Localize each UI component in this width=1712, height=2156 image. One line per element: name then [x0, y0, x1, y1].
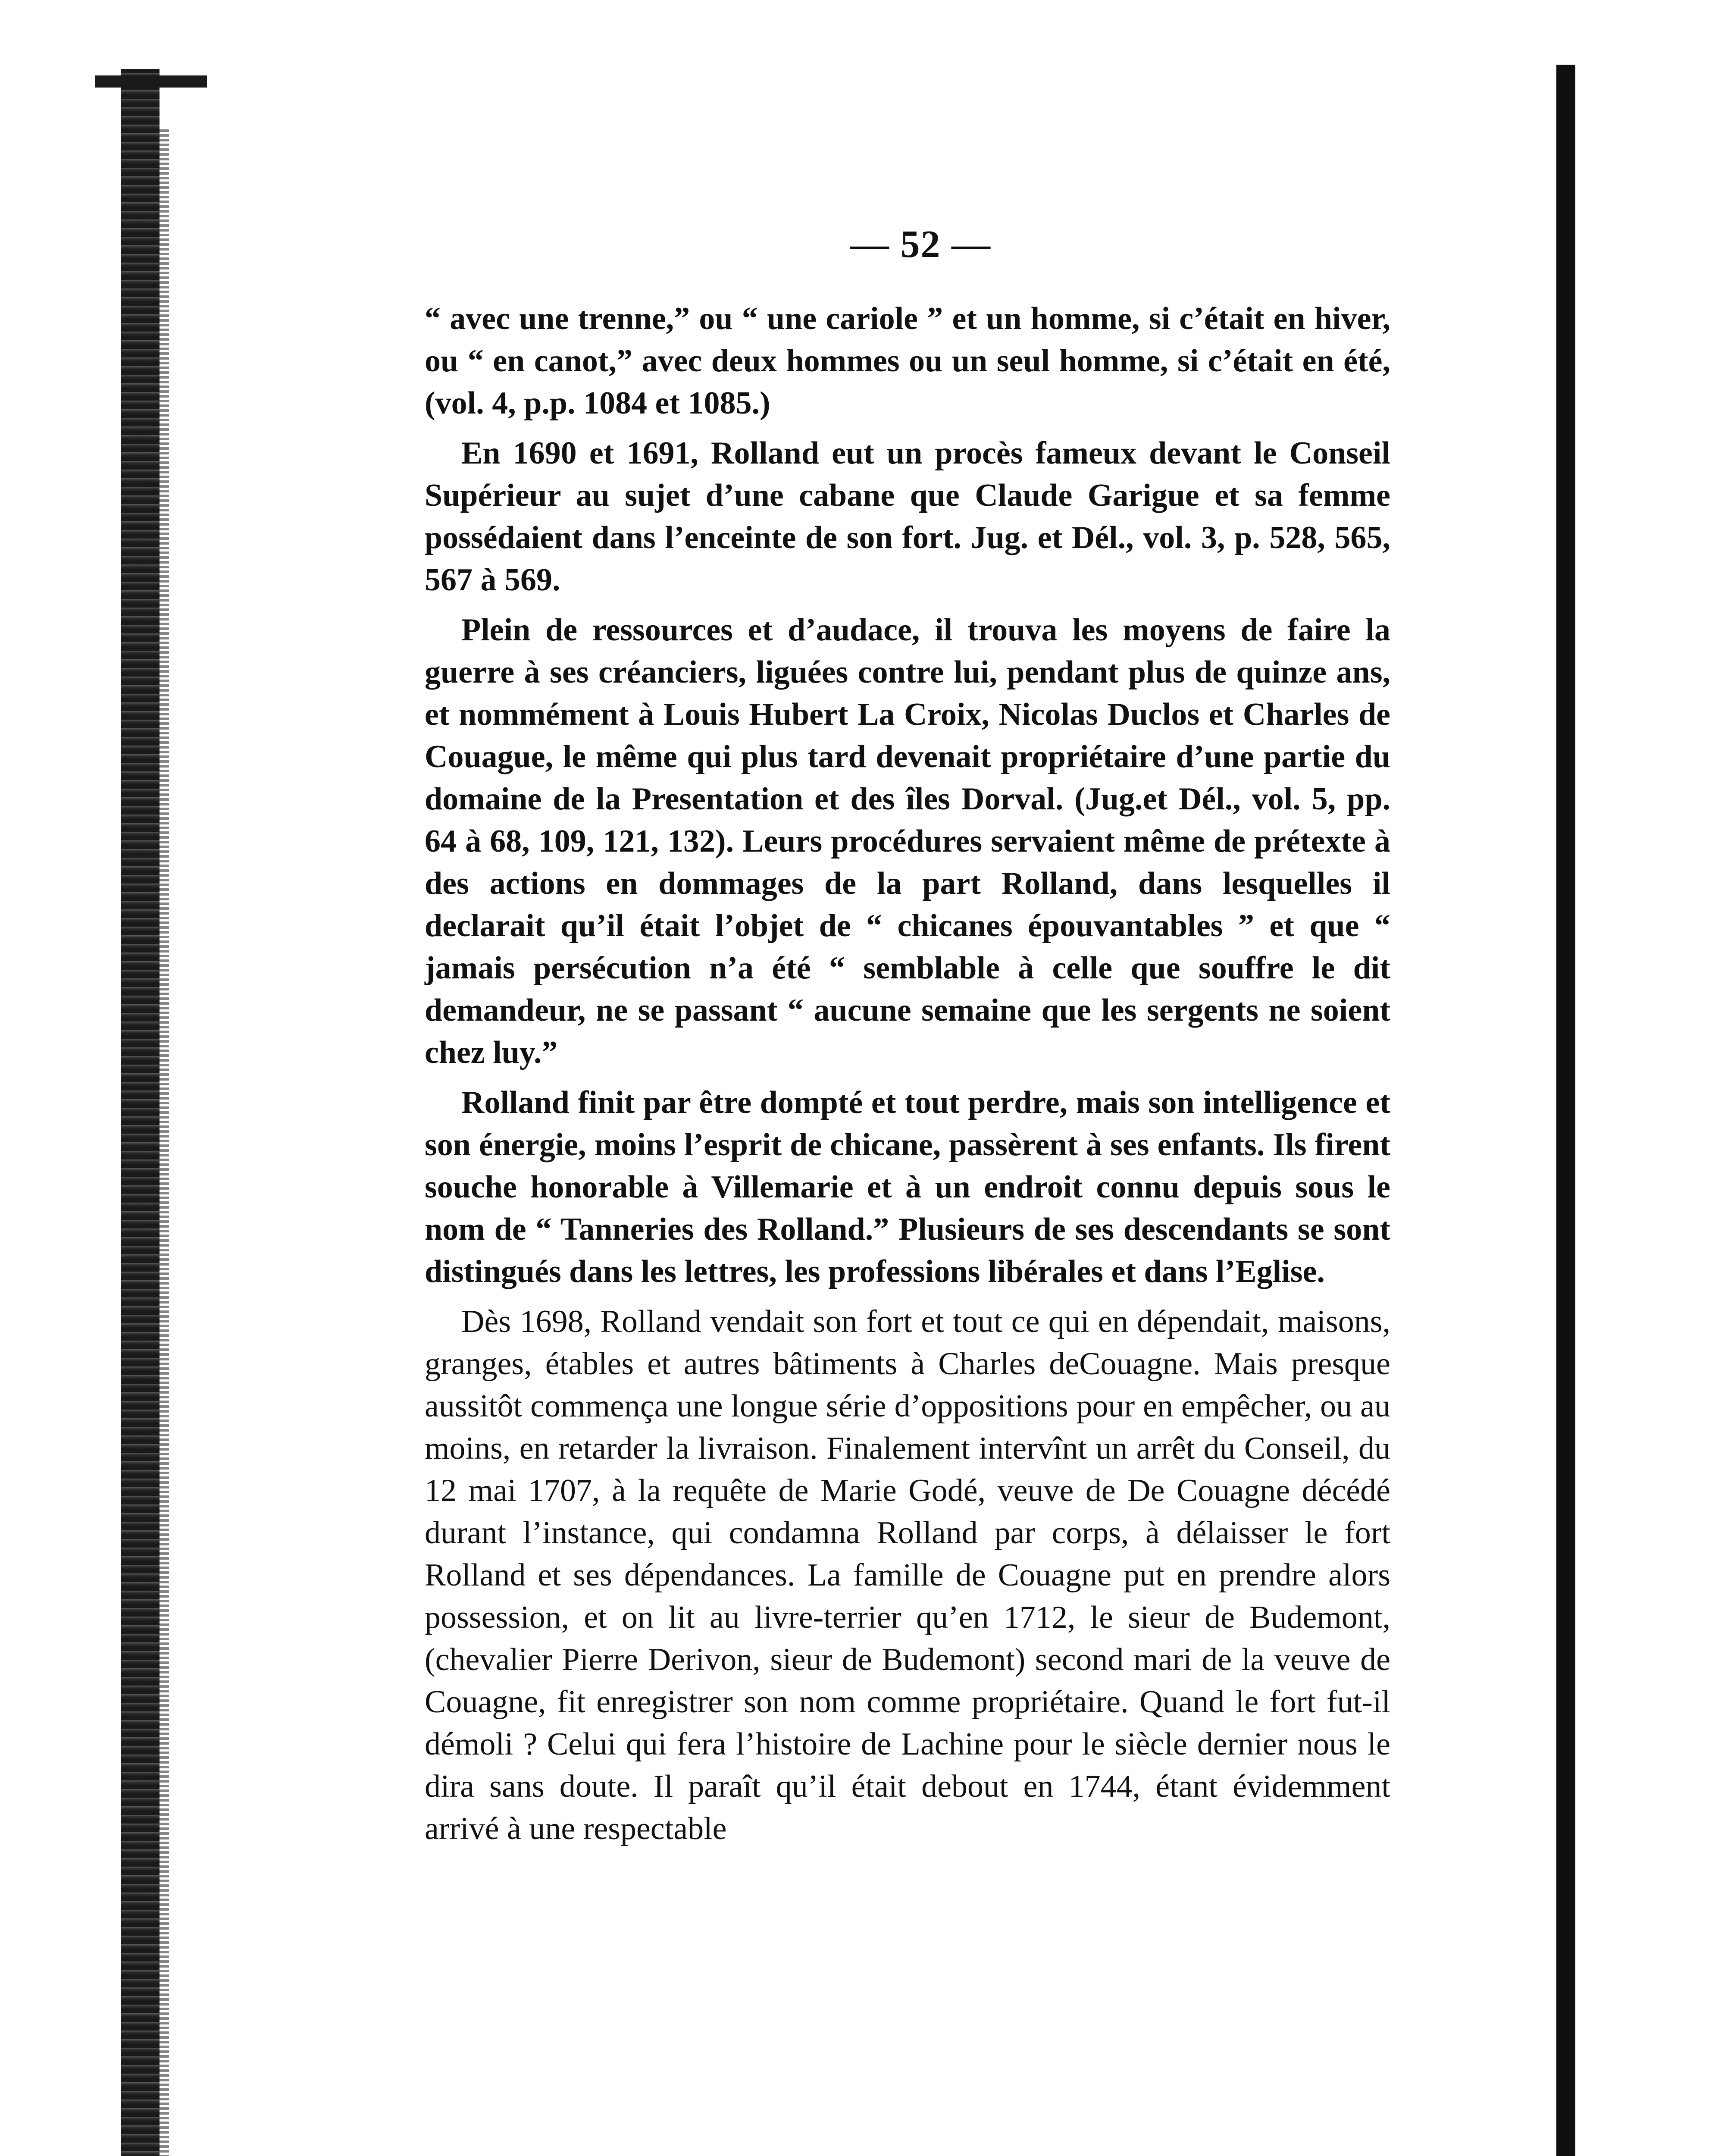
scan-edge-left	[121, 69, 160, 2156]
body-text	[425, 298, 1390, 1858]
paragraph: “ avec une trenne,” ou “ une cariole ” et un homme, si c’était en hiver, ou “ en canot,” avec deux hommes ou un seul homme, si c’était en été, (vol. 4, p.p. 1084 et 1085.)	[425, 301, 1390, 421]
scan-edge-top	[95, 75, 207, 88]
paragraph: En 1690 et 1691, Rolland eut un procès fameux devant le Conseil Supérieur au sujet d’une cabane que Claude Garigue et sa femme possédaient dans l’enceinte de son fort. Jug. et Dél., vol. 3, p. 528, 565, 567 à 569.	[425, 436, 1390, 598]
paragraph: Dès 1698, Rolland vendait son fort et tout ce qui en dépendait, maisons, granges, étables et autres bâtiments à Charles deCouagne. Mais presque aussitôt commença une longue série d’oppositions pour en empêcher, ou au moins, en retarder la livraison. Finalement intervînt un arrêt du Conseil, du 12 mai 1707, à la requête de Marie Godé, veuve de De Couagne décédé durant l’instance, qui condamna Rolland par corps, à délaisser le fort Rolland et ses dépendances. La famille de Couagne put en prendre alors possession, et on lit au livre-terrier qu’en 1712, le sieur de Budemont, (chevalier Pierre Derivon, sieur de Budemont) second mari de la veuve de Couagne, fit enregistrer son nom comme propriétaire. Quand le fort fut-il démoli ? Celui qui fera l’histoire de Lachine pour le siècle dernier nous le dira sans doute. Il paraît qu’il était debout en 1744, étant évidemment arrivé à une respectable	[425, 1304, 1390, 1846]
scan-edge-right	[1556, 65, 1575, 2156]
page-number: — 52 —	[850, 223, 991, 266]
paragraph: Rolland finit par être dompté et tout perdre, mais son intelligence et son énergie, moins l’esprit de chicane, passèrent à ses enfants. Ils firent souche honorable à Villemarie et à un endroit connu depuis sous le nom de “ Tanneries des Rolland.” Plusieurs de ses descendants se sont distingués dans les lettres, les professions libérales et dans l’Eglise.	[425, 1085, 1390, 1289]
scan-edge-left-inner	[160, 129, 169, 2156]
paragraph: Plein de ressources et d’audace, il trouva les moyens de faire la guerre à ses créanciers, liguées contre lui, pendant plus de quinze ans, et nommément à Louis Hubert La Croix, Nicolas Duclos et Charles de Couague, le même qui plus tard devenait propriétaire d’une partie du domaine de la Presentation et des îles Dorval. (Jug.et Dél., vol. 5, pp. 64 à 68, 109, 121, 132). Leurs procédures servaient même de prétexte à des actions en dommages de la part Rolland, dans lesquelles il declarait qu’il était l’objet de “ chicanes épouvantables ” et que “ jamais persécution n’a été “ semblable à celle que souffre le dit demandeur, ne se passant “ aucune semaine que les sergents ne soient chez luy.”	[425, 612, 1390, 1070]
